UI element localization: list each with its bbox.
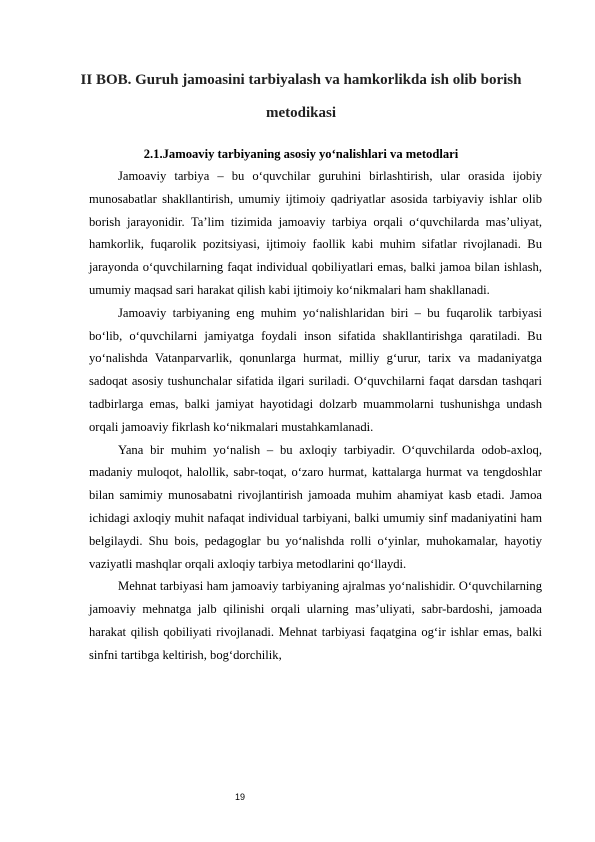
section-title: 2.1.Jamoaviy tarbiyaning asosiy yo‘nalishlari va metodlari: [143, 147, 459, 161]
paragraph: Jamoaviy tarbiyaning eng muhim yo‘nalishlaridan biri – bu fuqarolik tarbiyasi bo‘lib, o‘quvchilarni jamiyatga foydali inson sifatida shakllantirishga qaratiladi. Bu yo‘nalishda Vatanparvarlik, qonunlarga hurmat, milliy g‘urur, tarix va madaniyatga sadoqat asosiy tushunchalar sifatida ilgari suriladi. O‘quvchilarni faqat darsdan tashqari tadbirlarga emas, balki jamiyat hayotidagi dolzarb muammolarni tushunishga undash orqali jamoaviy fikrlash ko‘nikmalari mustahkamlanadi.: [89, 305, 542, 434]
paragraph: Yana bir muhim yo‘nalish – bu axloqiy tarbiyadir. O‘quvchilarda odob-axloq, madaniy muloqot, halollik, sabr-toqat, o‘zaro hurmat, kattalarga hurmat va tengdoshlar bilan samimiy munosabatni rivojlantirish jamoada muhim ahamiyat kasb etadi. Jamoa ichidagi axloqiy muhit nafaqat individual tarbiyani, balki umumiy sinf madaniyatini ham belgilaydi. Shu bois, pedagoglar bu yo‘nalishda rolli o‘yinlar, muhokamalar, hayotiy vaziyatli mashqlar orqali axloqiy tarbiya metodlarini qo‘llaydi.: [89, 442, 542, 571]
paragraph: Mehnat tarbiyasi ham jamoaviy tarbiyaning ajralmas yo‘nalishidir. O‘quvchilarning jamoaviy mehnatga jalb qilinishi orqali ularning mas’uliyati, sabr-bardoshi, jamoada harakat qilish qobiliyati rivojlanadi. Mehnat tarbiyasi faqatgina og‘ir ishlar emas, balki sinfni tartibga keltirish, bog‘dorchilik,: [89, 579, 542, 662]
body-text: [89, 165, 542, 667]
paragraph: Jamoaviy tarbiya – bu o‘quvchilar guruhini birlashtirish, ular orasida ijobiy munosabatlar shakllantirish, umumiy ijtimoiy qadriyatlar asosida tarbiyaviy ishlar olib borish jarayonidir. Ta’lim tizimida jamoaviy tarbiya orqali o‘quvchilarda mas’uliyat, hamkorlik, fuqarolik pozitsiyasi, ijtimoiy faollik kabi muhim sifatlar rivojlanadi. Bu jarayonda o‘quvchilarning faqat individual qobiliyatlari emas, balki jamoa bilan ishlash, umumiy maqsad sari harakat qilish kabi ijtimoiy ko‘nikmalari ham shakllanadi.: [89, 169, 542, 297]
chapter-title: II BOB. Guruh jamoasini tarbiyalash va hamkorlikda ish olib borish metodikasi: [80, 72, 522, 121]
page-number: 19: [234, 792, 245, 802]
